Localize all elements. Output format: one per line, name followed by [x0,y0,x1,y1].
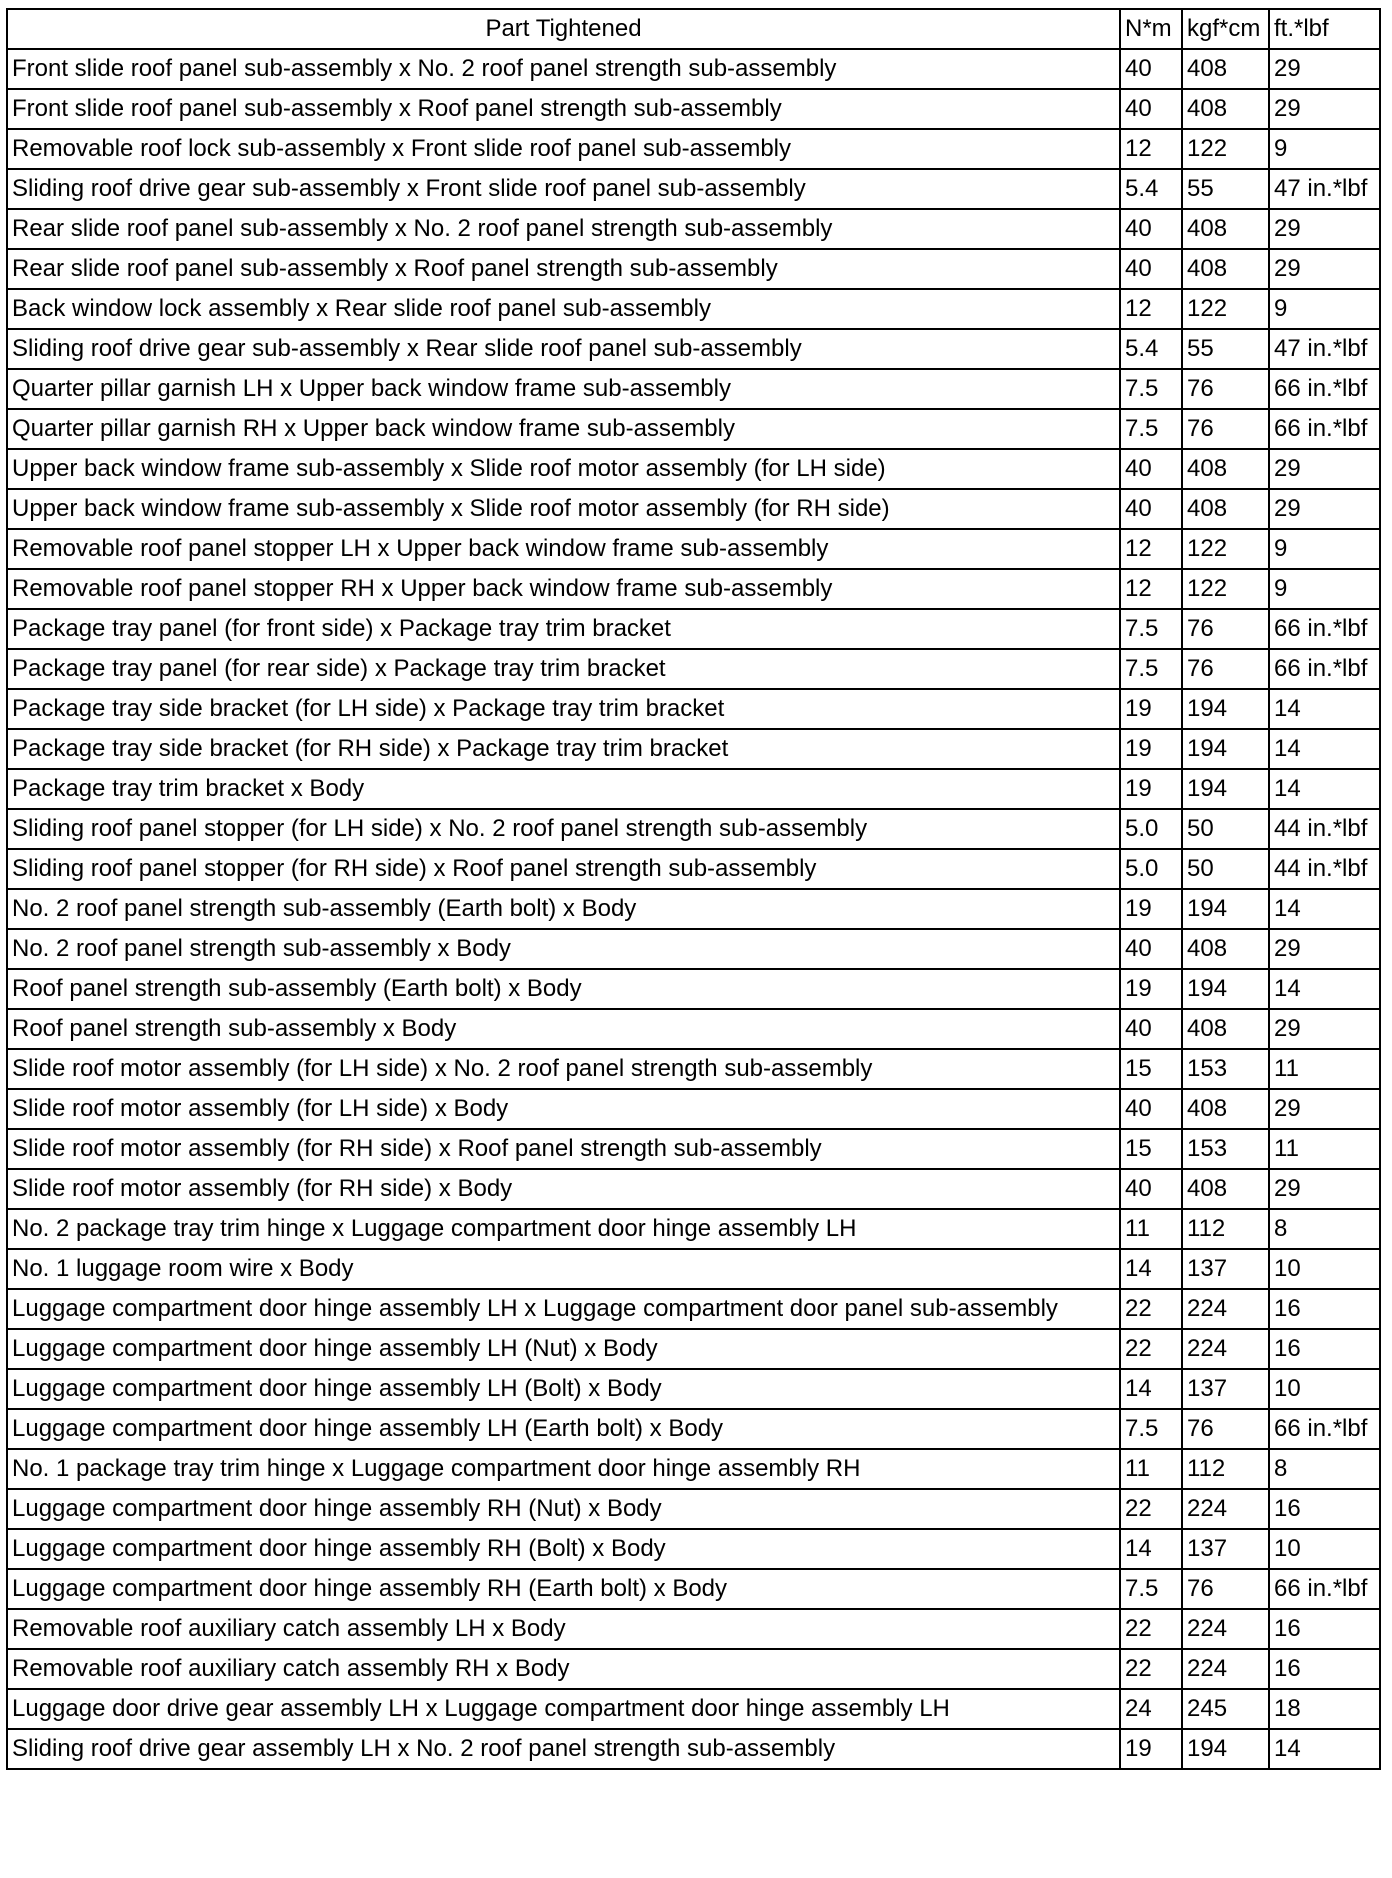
cell-ftlbf: 10 [1269,1369,1380,1409]
cell-part: Sliding roof drive gear sub-assembly x Front slide roof panel sub-assembly [7,169,1120,209]
cell-kgfcm: 122 [1182,529,1269,569]
cell-nm: 12 [1120,529,1182,569]
header-ftlbf: ft.*lbf [1269,9,1380,49]
cell-ftlbf: 29 [1269,209,1380,249]
cell-ftlbf: 66 in.*lbf [1269,369,1380,409]
cell-part: Upper back window frame sub-assembly x Slide roof motor assembly (for RH side) [7,489,1120,529]
cell-ftlbf: 66 in.*lbf [1269,649,1380,689]
cell-kgfcm: 224 [1182,1609,1269,1649]
cell-part: Package tray side bracket (for RH side) x Package tray trim bracket [7,729,1120,769]
cell-nm: 40 [1120,89,1182,129]
cell-ftlbf: 14 [1269,729,1380,769]
table-header-row [7,9,1380,49]
cell-nm: 7.5 [1120,409,1182,449]
cell-part: Luggage compartment door hinge assembly LH (Nut) x Body [7,1329,1120,1369]
cell-ftlbf: 10 [1269,1249,1380,1289]
table-row [7,969,1380,1009]
table-row [7,649,1380,689]
cell-nm: 40 [1120,489,1182,529]
cell-ftlbf: 14 [1269,769,1380,809]
cell-ftlbf: 66 in.*lbf [1269,609,1380,649]
cell-nm: 11 [1120,1449,1182,1489]
cell-ftlbf: 8 [1269,1209,1380,1249]
cell-part: Package tray panel (for rear side) x Package tray trim bracket [7,649,1120,689]
torque-table [6,8,1381,1770]
cell-kgfcm: 194 [1182,889,1269,929]
cell-nm: 11 [1120,1209,1182,1249]
cell-part: Package tray trim bracket x Body [7,769,1120,809]
cell-nm: 7.5 [1120,369,1182,409]
cell-ftlbf: 29 [1269,89,1380,129]
cell-ftlbf: 29 [1269,1089,1380,1129]
cell-kgfcm: 224 [1182,1489,1269,1529]
cell-nm: 15 [1120,1129,1182,1169]
cell-ftlbf: 29 [1269,449,1380,489]
cell-ftlbf: 9 [1269,289,1380,329]
cell-kgfcm: 76 [1182,369,1269,409]
cell-kgfcm: 408 [1182,1169,1269,1209]
cell-part: Rear slide roof panel sub-assembly x No. 2 roof panel strength sub-assembly [7,209,1120,249]
cell-kgfcm: 408 [1182,449,1269,489]
cell-nm: 19 [1120,969,1182,1009]
cell-kgfcm: 408 [1182,1009,1269,1049]
cell-nm: 14 [1120,1529,1182,1569]
cell-ftlbf: 29 [1269,1169,1380,1209]
cell-part: Sliding roof drive gear sub-assembly x Rear slide roof panel sub-assembly [7,329,1120,369]
cell-part: Slide roof motor assembly (for RH side) x Roof panel strength sub-assembly [7,1129,1120,1169]
table-row [7,1409,1380,1449]
cell-ftlbf: 29 [1269,929,1380,969]
cell-ftlbf: 47 in.*lbf [1269,329,1380,369]
torque-spec-sheet [6,8,1381,1770]
table-row [7,1009,1380,1049]
cell-part: Sliding roof drive gear assembly LH x No. 2 roof panel strength sub-assembly [7,1729,1120,1769]
cell-kgfcm: 194 [1182,1729,1269,1769]
cell-nm: 5.4 [1120,329,1182,369]
table-row [7,1449,1380,1489]
cell-nm: 14 [1120,1249,1182,1289]
cell-part: Sliding roof panel stopper (for RH side) x Roof panel strength sub-assembly [7,849,1120,889]
cell-ftlbf: 16 [1269,1609,1380,1649]
cell-part: Luggage door drive gear assembly LH x Luggage compartment door hinge assembly LH [7,1689,1120,1729]
cell-ftlbf: 47 in.*lbf [1269,169,1380,209]
cell-part: Quarter pillar garnish RH x Upper back window frame sub-assembly [7,409,1120,449]
cell-nm: 40 [1120,929,1182,969]
table-row [7,569,1380,609]
cell-kgfcm: 76 [1182,1409,1269,1449]
cell-kgfcm: 224 [1182,1289,1269,1329]
table-row [7,1369,1380,1409]
cell-kgfcm: 194 [1182,729,1269,769]
cell-ftlbf: 14 [1269,969,1380,1009]
table-row [7,809,1380,849]
cell-nm: 40 [1120,209,1182,249]
cell-nm: 40 [1120,449,1182,489]
cell-nm: 40 [1120,1009,1182,1049]
cell-part: Back window lock assembly x Rear slide roof panel sub-assembly [7,289,1120,329]
cell-nm: 22 [1120,1289,1182,1329]
cell-ftlbf: 29 [1269,489,1380,529]
cell-kgfcm: 408 [1182,209,1269,249]
table-row [7,769,1380,809]
cell-kgfcm: 76 [1182,609,1269,649]
cell-part: Luggage compartment door hinge assembly RH (Bolt) x Body [7,1529,1120,1569]
cell-part: Removable roof lock sub-assembly x Front slide roof panel sub-assembly [7,129,1120,169]
cell-nm: 19 [1120,729,1182,769]
cell-kgfcm: 122 [1182,569,1269,609]
cell-part: No. 1 luggage room wire x Body [7,1249,1120,1289]
cell-kgfcm: 50 [1182,849,1269,889]
table-row [7,729,1380,769]
cell-nm: 40 [1120,49,1182,89]
cell-ftlbf: 9 [1269,569,1380,609]
cell-kgfcm: 194 [1182,769,1269,809]
cell-part: Removable roof panel stopper RH x Upper back window frame sub-assembly [7,569,1120,609]
table-row [7,289,1380,329]
header-kgfcm: kgf*cm [1182,9,1269,49]
cell-ftlbf: 11 [1269,1129,1380,1169]
cell-kgfcm: 153 [1182,1129,1269,1169]
table-row [7,249,1380,289]
cell-ftlbf: 16 [1269,1329,1380,1369]
cell-ftlbf: 14 [1269,1729,1380,1769]
cell-ftlbf: 16 [1269,1489,1380,1529]
cell-ftlbf: 29 [1269,249,1380,289]
cell-part: Package tray side bracket (for LH side) x Package tray trim bracket [7,689,1120,729]
table-row [7,169,1380,209]
cell-ftlbf: 14 [1269,689,1380,729]
cell-ftlbf: 16 [1269,1649,1380,1689]
table-row [7,1129,1380,1169]
table-row [7,689,1380,729]
cell-part: Front slide roof panel sub-assembly x Roof panel strength sub-assembly [7,89,1120,129]
cell-nm: 19 [1120,889,1182,929]
cell-kgfcm: 224 [1182,1329,1269,1369]
table-row [7,929,1380,969]
cell-part: Rear slide roof panel sub-assembly x Roof panel strength sub-assembly [7,249,1120,289]
cell-kgfcm: 194 [1182,689,1269,729]
cell-ftlbf: 44 in.*lbf [1269,809,1380,849]
cell-ftlbf: 66 in.*lbf [1269,409,1380,449]
cell-nm: 40 [1120,1089,1182,1129]
cell-part: Luggage compartment door hinge assembly LH (Earth bolt) x Body [7,1409,1120,1449]
cell-ftlbf: 29 [1269,1009,1380,1049]
table-row [7,1329,1380,1369]
table-row [7,1569,1380,1609]
cell-nm: 22 [1120,1489,1182,1529]
cell-kgfcm: 408 [1182,249,1269,289]
table-row [7,1729,1380,1769]
cell-ftlbf: 10 [1269,1529,1380,1569]
cell-part: Roof panel strength sub-assembly (Earth bolt) x Body [7,969,1120,1009]
cell-part: Removable roof panel stopper LH x Upper back window frame sub-assembly [7,529,1120,569]
cell-part: No. 2 roof panel strength sub-assembly (Earth bolt) x Body [7,889,1120,929]
cell-kgfcm: 137 [1182,1249,1269,1289]
cell-kgfcm: 76 [1182,409,1269,449]
table-row [7,1489,1380,1529]
table-row [7,329,1380,369]
cell-part: Luggage compartment door hinge assembly LH x Luggage compartment door panel sub-assembly [7,1289,1120,1329]
cell-kgfcm: 408 [1182,1089,1269,1129]
cell-ftlbf: 9 [1269,529,1380,569]
table-row [7,409,1380,449]
cell-nm: 7.5 [1120,649,1182,689]
table-row [7,369,1380,409]
cell-kgfcm: 76 [1182,649,1269,689]
table-row [7,1689,1380,1729]
cell-kgfcm: 408 [1182,49,1269,89]
cell-kgfcm: 55 [1182,329,1269,369]
cell-nm: 19 [1120,769,1182,809]
cell-ftlbf: 66 in.*lbf [1269,1409,1380,1449]
table-row [7,49,1380,89]
cell-ftlbf: 14 [1269,889,1380,929]
header-part-tightened: Part Tightened [7,9,1120,49]
table-row [7,529,1380,569]
table-row [7,889,1380,929]
cell-nm: 5.4 [1120,169,1182,209]
table-row [7,489,1380,529]
table-row [7,1609,1380,1649]
table-row [7,849,1380,889]
cell-nm: 19 [1120,689,1182,729]
cell-ftlbf: 44 in.*lbf [1269,849,1380,889]
cell-kgfcm: 122 [1182,289,1269,329]
cell-part: Luggage compartment door hinge assembly RH (Earth bolt) x Body [7,1569,1120,1609]
cell-part: Slide roof motor assembly (for LH side) x Body [7,1089,1120,1129]
cell-nm: 22 [1120,1609,1182,1649]
table-row [7,1169,1380,1209]
header-nm: N*m [1120,9,1182,49]
cell-nm: 5.0 [1120,809,1182,849]
cell-part: Luggage compartment door hinge assembly RH (Nut) x Body [7,1489,1120,1529]
table-row [7,1529,1380,1569]
table-row [7,609,1380,649]
table-row [7,1049,1380,1089]
cell-part: No. 2 roof panel strength sub-assembly x Body [7,929,1120,969]
cell-nm: 7.5 [1120,1409,1182,1449]
cell-nm: 5.0 [1120,849,1182,889]
cell-part: Roof panel strength sub-assembly x Body [7,1009,1120,1049]
cell-nm: 22 [1120,1329,1182,1369]
cell-nm: 7.5 [1120,1569,1182,1609]
cell-kgfcm: 408 [1182,929,1269,969]
table-row [7,89,1380,129]
cell-kgfcm: 112 [1182,1449,1269,1489]
cell-ftlbf: 18 [1269,1689,1380,1729]
table-body [7,49,1380,1769]
cell-kgfcm: 112 [1182,1209,1269,1249]
table-row [7,1089,1380,1129]
cell-ftlbf: 66 in.*lbf [1269,1569,1380,1609]
cell-part: Upper back window frame sub-assembly x Slide roof motor assembly (for LH side) [7,449,1120,489]
cell-kgfcm: 137 [1182,1369,1269,1409]
cell-part: Removable roof auxiliary catch assembly LH x Body [7,1609,1120,1649]
table-row [7,1209,1380,1249]
cell-kgfcm: 50 [1182,809,1269,849]
cell-part: Package tray panel (for front side) x Package tray trim bracket [7,609,1120,649]
cell-nm: 19 [1120,1729,1182,1769]
cell-part: Slide roof motor assembly (for RH side) x Body [7,1169,1120,1209]
cell-part: Removable roof auxiliary catch assembly RH x Body [7,1649,1120,1689]
cell-kgfcm: 245 [1182,1689,1269,1729]
cell-kgfcm: 408 [1182,89,1269,129]
cell-kgfcm: 55 [1182,169,1269,209]
cell-nm: 40 [1120,1169,1182,1209]
cell-nm: 22 [1120,1649,1182,1689]
cell-nm: 14 [1120,1369,1182,1409]
cell-nm: 12 [1120,129,1182,169]
cell-nm: 12 [1120,569,1182,609]
table-row [7,129,1380,169]
cell-part: Sliding roof panel stopper (for LH side) x No. 2 roof panel strength sub-assembly [7,809,1120,849]
cell-part: No. 1 package tray trim hinge x Luggage compartment door hinge assembly RH [7,1449,1120,1489]
cell-nm: 40 [1120,249,1182,289]
table-row [7,449,1380,489]
cell-ftlbf: 11 [1269,1049,1380,1089]
cell-kgfcm: 194 [1182,969,1269,1009]
cell-part: No. 2 package tray trim hinge x Luggage compartment door hinge assembly LH [7,1209,1120,1249]
cell-kgfcm: 76 [1182,1569,1269,1609]
cell-part: Front slide roof panel sub-assembly x No. 2 roof panel strength sub-assembly [7,49,1120,89]
table-row [7,1289,1380,1329]
cell-part: Quarter pillar garnish LH x Upper back window frame sub-assembly [7,369,1120,409]
cell-kgfcm: 153 [1182,1049,1269,1089]
table-row [7,209,1380,249]
cell-ftlbf: 16 [1269,1289,1380,1329]
table-row [7,1649,1380,1689]
cell-part: Luggage compartment door hinge assembly LH (Bolt) x Body [7,1369,1120,1409]
cell-kgfcm: 122 [1182,129,1269,169]
cell-kgfcm: 137 [1182,1529,1269,1569]
cell-kgfcm: 224 [1182,1649,1269,1689]
cell-part: Slide roof motor assembly (for LH side) x No. 2 roof panel strength sub-assembly [7,1049,1120,1089]
cell-nm: 7.5 [1120,609,1182,649]
cell-nm: 15 [1120,1049,1182,1089]
cell-ftlbf: 8 [1269,1449,1380,1489]
table-row [7,1249,1380,1289]
cell-nm: 24 [1120,1689,1182,1729]
cell-nm: 12 [1120,289,1182,329]
cell-kgfcm: 408 [1182,489,1269,529]
cell-ftlbf: 9 [1269,129,1380,169]
cell-ftlbf: 29 [1269,49,1380,89]
